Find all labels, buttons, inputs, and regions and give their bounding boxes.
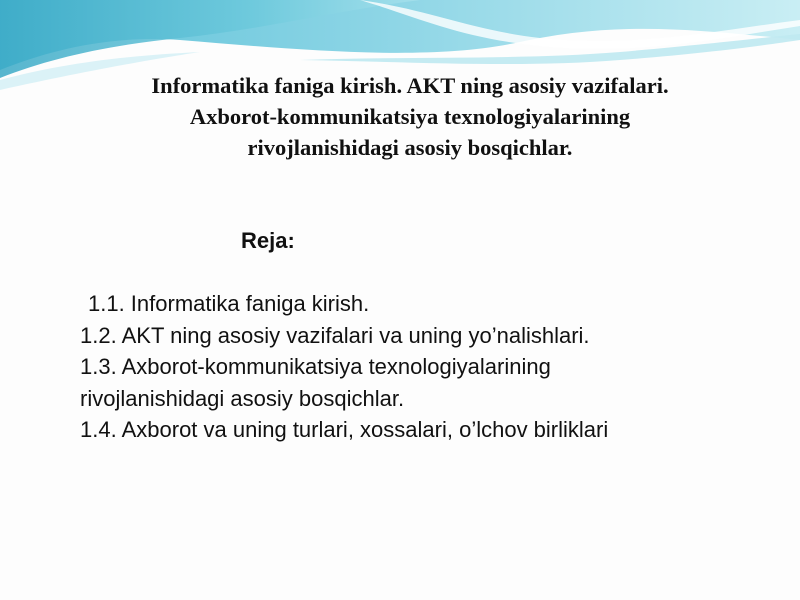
plan-item: [80, 288, 780, 320]
plan-item: [80, 320, 780, 352]
slide-title-line: Informatika faniga kirish. AKT ning asosiy vazifalari.: [151, 73, 669, 98]
slide-title-line: rivojlanishidagi asosiy bosqichlar.: [247, 135, 573, 160]
slide-title-line: Axborot-kommunikatsiya texnologiyalarining: [189, 104, 631, 129]
plan-item: [80, 414, 780, 446]
plan-item-text: 1.1. Informatika faniga kirish.: [88, 291, 370, 316]
plan-item-text-continued: rivojlanishidagi asosiy bosqichlar.: [80, 385, 405, 411]
plan-item: [80, 351, 780, 414]
plan-item-text: 1.4. Axborot va uning turlari, xossalari, o’lchov birliklari: [80, 417, 609, 442]
plan-list: [80, 288, 780, 446]
slide-title: [60, 70, 760, 163]
plan-item-text: 1.2. AKT ning asosiy vazifalari va uning yo’nalishlari.: [80, 322, 590, 348]
plan-item-text: 1.3. Axborot-kommunikatsiya texnologiyalarining: [80, 354, 551, 379]
plan-heading: Reja:: [241, 228, 295, 253]
